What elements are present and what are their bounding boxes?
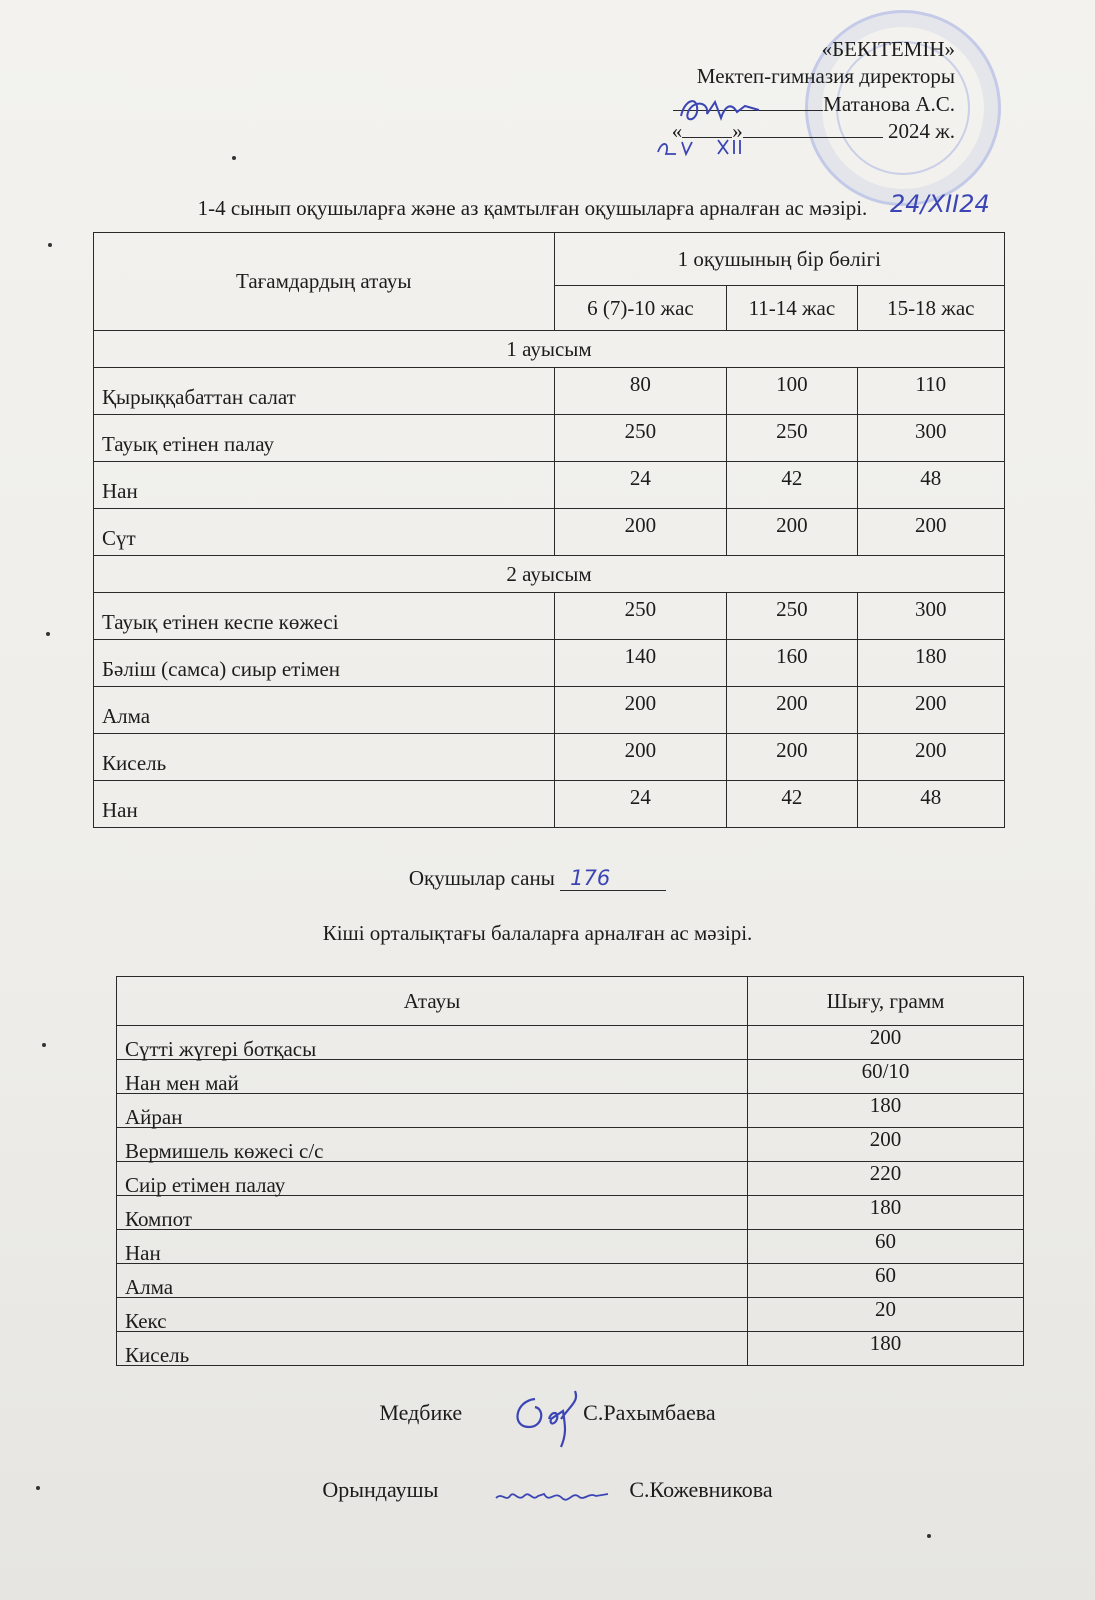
dish-name: Алма <box>117 1264 748 1298</box>
portion-value: 160 <box>727 640 857 687</box>
table-row <box>117 1060 1024 1094</box>
date-open-quote: « <box>671 119 683 143</box>
dish-name: Тауық етінен кеспе көжесі <box>94 593 555 640</box>
dish-name: Нан <box>117 1230 748 1264</box>
approval-block <box>615 36 955 145</box>
executor-role: Орындаушы <box>322 1477 439 1502</box>
output-value: 200 <box>748 1026 1024 1060</box>
table-row <box>94 734 1005 781</box>
shift-row <box>94 331 1005 368</box>
executor-signature <box>492 1482 612 1512</box>
table-row <box>94 593 1005 640</box>
table-row <box>94 368 1005 415</box>
portion-value: 80 <box>554 368 727 415</box>
speck <box>927 1534 931 1538</box>
header-portion: 1 оқушының бір бөлігі <box>554 233 1004 286</box>
portion-value: 250 <box>727 415 857 462</box>
output-value: 60/10 <box>748 1060 1024 1094</box>
approval-heading: «БЕКІТЕМІН» <box>821 37 955 61</box>
header-name: Атауы <box>117 977 748 1026</box>
director-signature <box>675 92 765 128</box>
speck <box>42 1043 46 1047</box>
students-label: Оқушылар саны <box>408 866 555 890</box>
output-value: 180 <box>748 1196 1024 1230</box>
table-row <box>117 1298 1024 1332</box>
dish-name: Сүтті жүгері ботқасы <box>117 1026 748 1060</box>
header-name: Тағамдардың атауы <box>94 233 555 331</box>
portion-value: 48 <box>857 462 1004 509</box>
portion-value: 42 <box>727 462 857 509</box>
nurse-name: С.Рахымбаева <box>583 1400 716 1425</box>
students-count: 176 <box>560 866 666 891</box>
output-value: 180 <box>748 1332 1024 1366</box>
dish-name: Алма <box>94 687 555 734</box>
table-row <box>94 462 1005 509</box>
table-row <box>94 509 1005 556</box>
shift-2-label: 2 ауысым <box>94 556 1005 593</box>
table-row <box>117 1162 1024 1196</box>
dish-name: Вермишель көжесі с/с <box>117 1128 748 1162</box>
portion-value: 180 <box>857 640 1004 687</box>
dish-name: Айран <box>117 1094 748 1128</box>
portion-value: 200 <box>554 509 727 556</box>
approval-director-line <box>615 90 955 118</box>
dish-name: Нан <box>94 781 555 828</box>
approval-director: Матанова А.С. <box>823 92 955 116</box>
dish-name: Нан <box>94 462 555 509</box>
menu1-header-row <box>94 233 1005 286</box>
dish-name: Сүт <box>94 509 555 556</box>
menu1-table <box>93 232 1005 828</box>
menu1-title: 1-4 сынып оқушыларға және аз қамтылған оқушыларға арналған ас мәзірі. <box>197 196 868 220</box>
speck <box>48 243 52 247</box>
students-count-line <box>0 866 1095 891</box>
header-age-3: 15-18 жас <box>857 286 1004 331</box>
portion-value: 200 <box>857 687 1004 734</box>
dish-name: Кекс <box>117 1298 748 1332</box>
nurse-signature <box>505 1385 595 1455</box>
shift-row <box>94 556 1005 593</box>
approval-position: Мектеп-гимназия директоры <box>696 64 955 88</box>
table-row <box>94 781 1005 828</box>
dish-name: Қырыққабаттан салат <box>94 368 555 415</box>
table-row <box>117 1230 1024 1264</box>
menu2-header-row <box>117 977 1024 1026</box>
table-row <box>117 1332 1024 1366</box>
portion-value: 48 <box>857 781 1004 828</box>
table-row <box>117 1196 1024 1230</box>
portion-value: 300 <box>857 593 1004 640</box>
header-age-1: 6 (7)-10 жас <box>554 286 727 331</box>
table-row <box>94 687 1005 734</box>
portion-value: 200 <box>857 509 1004 556</box>
dish-name: Бәліш (самса) сиыр етімен <box>94 640 555 687</box>
handwritten-date: 24/XII24 <box>890 190 990 218</box>
dish-name: Нан мен май <box>117 1060 748 1094</box>
portion-value: 200 <box>727 734 857 781</box>
dish-name: Сиір етімен палау <box>117 1162 748 1196</box>
menu2-table <box>116 976 1024 1366</box>
table-row <box>117 1264 1024 1298</box>
shift-1-label: 1 ауысым <box>94 331 1005 368</box>
output-value: 60 <box>748 1230 1024 1264</box>
portion-value: 250 <box>727 593 857 640</box>
output-value: 20 <box>748 1298 1024 1332</box>
header-output: Шығу, грамм <box>748 977 1024 1026</box>
menu2-title: Кіші орталықтағы балаларға арналған ас мәзірі. <box>322 921 753 945</box>
approval-year: 2024 ж. <box>887 119 955 143</box>
speck <box>46 632 50 636</box>
header-age-2: 11-14 жас <box>727 286 857 331</box>
dish-name: Кисель <box>94 734 555 781</box>
portion-value: 250 <box>554 593 727 640</box>
portion-value: 200 <box>727 687 857 734</box>
table-row <box>94 640 1005 687</box>
portion-value: 200 <box>727 509 857 556</box>
output-value: 60 <box>748 1264 1024 1298</box>
dish-name: Компот <box>117 1196 748 1230</box>
date-close-quote: » <box>732 119 743 143</box>
portion-value: 250 <box>554 415 727 462</box>
output-value: 200 <box>748 1128 1024 1162</box>
portion-value: 24 <box>554 462 727 509</box>
portion-value: 24 <box>554 781 727 828</box>
portion-value: 100 <box>727 368 857 415</box>
portion-value: 200 <box>554 734 727 781</box>
dish-name: Кисель <box>117 1332 748 1366</box>
dish-name: Тауық етінен палау <box>94 415 555 462</box>
date-handwriting <box>648 134 758 160</box>
speck <box>232 156 236 160</box>
portion-value: 140 <box>554 640 727 687</box>
table-row <box>117 1128 1024 1162</box>
nurse-role: Медбике <box>379 1400 463 1425</box>
portion-value: 110 <box>857 368 1004 415</box>
executor-name: С.Кожевникова <box>629 1477 773 1502</box>
portion-value: 200 <box>857 734 1004 781</box>
portion-value: 42 <box>727 781 857 828</box>
portion-value: 300 <box>857 415 1004 462</box>
table-row <box>117 1026 1024 1060</box>
speck <box>36 1486 40 1490</box>
table-row <box>94 415 1005 462</box>
output-value: 220 <box>748 1162 1024 1196</box>
output-value: 180 <box>748 1094 1024 1128</box>
portion-value: 200 <box>554 687 727 734</box>
table-row <box>117 1094 1024 1128</box>
